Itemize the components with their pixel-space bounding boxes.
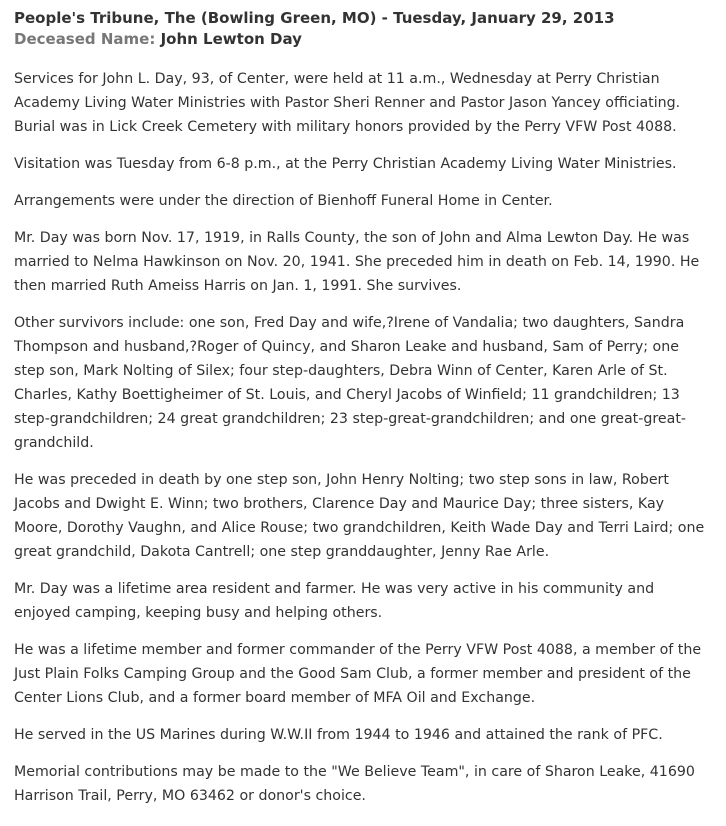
paragraph-military: He served in the US Marines during W.W.II from 1944 to 1946 and attained the rank of PFC. xyxy=(14,727,663,743)
paragraph-memorials: Memorial contributions may be made to the "We Believe Team", in care of Sharon Leake, 41690 Harrison Trail, Perry, MO 63462 or donor's choice. xyxy=(14,764,695,804)
paragraph-resident: Mr. Day was a lifetime area resident and farmer. He was very active in his community and enjoyed camping, keeping busy and helping others. xyxy=(14,581,655,621)
obituary-body xyxy=(14,67,706,808)
paragraph-preceded: He was preceded in death by one step son, John Henry Nolting; two step sons in law, Robert Jacobs and Dwight E. Winn; two brothers, Clarence Day and Maurice Day; three sisters, Kay Moore, Dorothy Vaughn, and Alice Rouse; two grandchildren, Keith Wade Day and Terri Laird; one great grandchild, Dakota Cantrell; one step granddaughter, Jenny Rae Arle. xyxy=(14,472,705,560)
paragraph-arrangements: Arrangements were under the direction of Bienhoff Funeral Home in Center. xyxy=(14,193,553,209)
paragraph-memberships: He was a lifetime member and former commander of the Perry VFW Post 4088, a member of the Just Plain Folks Camping Group and the Good Sam Club, a former member and president of the Center Lions Club, and a former board member of MFA Oil and Exchange. xyxy=(14,642,702,706)
deceased-line xyxy=(14,30,706,49)
deceased-label: Deceased Name: xyxy=(14,30,156,48)
paragraph-services: Services for John L. Day, 93, of Center, were held at 11 a.m., Wednesday at Perry Christian Academy Living Water Ministries with Pastor Sheri Renner and Pastor Jason Yancey officiating. Burial was in Lick Creek Cemetery with military honors provided by the Perry VFW Post 4088. xyxy=(14,71,681,135)
paragraph-biography: Mr. Day was born Nov. 17, 1919, in Ralls County, the son of John and Alma Lewton Day. He was married to Nelma Hawkinson on Nov. 20, 1941. She preceded him in death on Feb. 14, 1990. He then married Ruth Ameiss Harris on Jan. 1, 1991. She survives. xyxy=(14,230,700,294)
page-title: People's Tribune, The (Bowling Green, MO) - Tuesday, January 29, 2013 xyxy=(14,9,615,27)
paragraph-visitation: Visitation was Tuesday from 6-8 p.m., at the Perry Christian Academy Living Water Ministries. xyxy=(14,156,677,172)
paragraph-survivors: Other survivors include: one son, Fred Day and wife,?Irene of Vandalia; two daughters, Sandra Thompson and husband,?Roger of Quincy, and Sharon Leake and husband, Sam of Perry; one step son, Mark Nolting of Silex; four step-daughters, Debra Winn of Center, Karen Arle of St. Charles, Kathy Boettigheimer of St. Louis, and Cheryl Jacobs of Winfield; 11 grandchildren; 13 step-grandchildren; 24 great grandchildren; 23 step-great-grandchildren; and one great-great-grandchild. xyxy=(14,315,686,451)
deceased-name: John Lewton Day xyxy=(160,30,302,48)
